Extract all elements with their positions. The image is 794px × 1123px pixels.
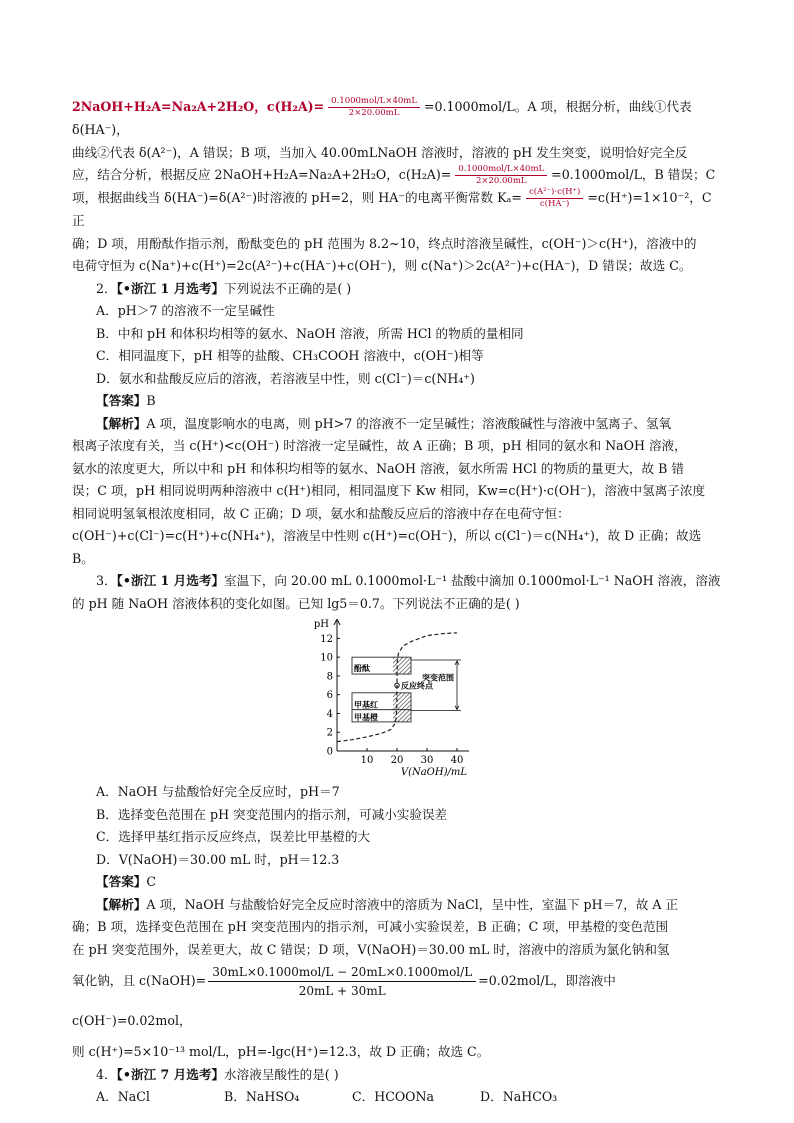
fraction: $\frac{\text{c(A²⁻)·c(H⁺)}}{c(HA^-)}$ <box>526 187 583 210</box>
answer-value: B <box>146 393 156 408</box>
option-c: C．选择甲基红指示反应终点，误差比甲基橙的大 <box>96 829 371 844</box>
analysis-line <box>72 96 727 142</box>
answer-value: C <box>146 874 157 889</box>
indicator-label: 酚酞 <box>353 663 370 674</box>
option-d: D．V(NaOH)＝30.00 mL 时，pH＝12.3 <box>96 851 340 867</box>
endpoint-label: 反应终点 <box>400 680 433 691</box>
y-tick-label: 4 <box>326 708 333 720</box>
option-d: D．氨水和盐酸反应后的溶液，若溶液呈中性，则 c(Cl⁻)＝c(NH₄⁺) <box>96 370 475 386</box>
option-a: A．NaOH 与盐酸恰好完全反应时，pH＝7 <box>96 784 340 799</box>
document-page <box>72 96 727 1109</box>
fraction: $\frac{\text{0.1000mol/L×40mL}}{2\times 20.00mL}$ <box>455 164 547 187</box>
formula-text: 2NaOH+H₂A=Na₂A+2H₂O，c(H₂A)= <box>72 99 325 114</box>
analysis-line: 【解析】A 项，温度影响水的电离，则 pH>7 的溶液不一定呈碱性；溶液酸碱性与溶液中氢离子、氢氧 <box>96 415 672 431</box>
option-b: B．NaHSO₄ <box>224 1089 300 1104</box>
analysis-line: 电荷守恒为 c(Na⁺)+c(H⁺)=2c(A²⁻)+c(HA⁻)+c(OH⁻)，则 c(Na⁺)＞2c(A²⁻)+c(HA⁻)，D 错误；故选 C。 <box>72 258 692 273</box>
x-tick-label: 30 <box>420 755 433 766</box>
indicator-label: 甲基红 <box>353 699 378 710</box>
y-tick-label: 10 <box>319 652 333 664</box>
analysis-line: 相同说明氢氧根浓度相同，故 C 正确；D 项，氨水和盐酸反应后的溶液中存在电荷守恒： <box>72 505 570 521</box>
analysis-line: 确；B 项，选择变色范围在 pH 突变范围内的指示剂，可减小实验误差，B 正确；C 项，甲基橙的变色范围 <box>72 919 669 934</box>
answer-line: 【答案】C <box>96 874 157 889</box>
question-3-stem-cont: 的 pH 随 NaOH 溶液体积的变化如图。已知 lg5＝0.7。下列说法不正确的是( ) <box>72 595 520 611</box>
question-4-options <box>72 1086 727 1109</box>
x-tick-label: 40 <box>450 755 463 766</box>
titration-curve <box>337 633 457 742</box>
source-tag: 【•浙江 1 月选考】 <box>116 280 225 296</box>
analysis-line: 氨水的浓度更大，所以中和 pH 和体积均相等的氨水、NaOH 溶液，氨水所需 HCl 的物质的量更大，故 B 错 <box>72 460 684 476</box>
jump-label: 突变范围 <box>421 672 454 683</box>
x-tick-label: 20 <box>390 755 403 766</box>
indicator-label: 甲基橙 <box>353 711 378 722</box>
band-phenolphthalein-hatch <box>393 657 411 674</box>
analysis-line: 氧化钠，且 c(NaOH)= $\frac{\text{30mL×0.1000mol/L − 20mL×0.1000mol/L}}{20mL + 30mL}$ =0.02mol/L，即溶液中 c(OH⁻)=0.02mol， <box>72 965 616 1028</box>
option-b: B．中和 pH 和体积均相等的氨水、NaOH 溶液，所需 HCl 的物质的量相同 <box>96 325 524 341</box>
titration-curve-figure <box>305 619 495 779</box>
analysis-line: 误；C 项，pH 相同说明两种溶液中 c(H⁺)相同，相同温度下 Kw 相同，Kw=c(H⁺)·c(OH⁻)，溶液中氢离子浓度 <box>72 483 706 498</box>
x-axis-label: V(NaOH)/mL <box>400 767 467 778</box>
option-a: A．pH＞7 的溶液不一定呈碱性 <box>96 303 275 318</box>
titration-chart <box>72 619 727 779</box>
y-tick-label: 8 <box>326 671 333 683</box>
option-b: B．选择变色范围在 pH 突变范围内的指示剂，可减小实验误差 <box>96 806 448 822</box>
option-c: C．HCOONa <box>352 1089 435 1104</box>
y-tick-label: 12 <box>319 633 333 645</box>
analysis-line: 项，根据曲线当 δ(HA⁻)=δ(A²⁻)时溶液的 pH=2，则 HA⁻的电离平衡常数 Kₐ= $\frac{\text{c(A²⁻)·c(H⁺)}}{c(HA^-)}$ =c(H⁺)=1×10⁻²，C 正 <box>72 187 712 228</box>
analysis-line: 应，结合分析，根据反应 2NaOH+H₂A=Na₂A+2H₂O，c(H₂A)= $\frac{\text{0.1000mol/L×40mL}}{2\times 20.00mL}$ =0.1000mol/L，B 错误；C <box>72 164 716 186</box>
y-tick-label: 6 <box>326 690 333 702</box>
answer-line: 【答案】B <box>96 393 156 408</box>
y-tick-label: 0 <box>326 746 333 758</box>
analysis-line: 在 pH 突变范围外，误差更大，故 C 错误；D 项，V(NaOH)＝30.00 mL 时，溶液中的溶质为氯化钠和氢 <box>72 941 670 957</box>
analysis-line: 曲线②代表 δ(A²⁻)，A 错误；B 项，当加入 40.00mLNaOH 溶液时，溶液的 pH 发生突变，说明恰好完全反 <box>72 144 688 160</box>
y-axis-label: pH <box>313 619 329 630</box>
y-tick-label: 2 <box>326 727 333 739</box>
analysis-line: 确；D 项，用酚酞作指示剂，酚酞变色的 pH 范围为 8.2~10，终点时溶液呈碱性，c(OH⁻)＞c(H⁺)，溶液中的 <box>72 235 697 251</box>
text: =0.1000mol/L。A 项，根据分析，曲线①代表 δ(HA⁻)， <box>72 99 692 137</box>
analysis-line: 【解析】A 项，NaOH 与盐酸恰好完全反应时溶液中的溶质为 NaCl，呈中性，室温下 pH＝7，故 A 正 <box>96 896 679 912</box>
option-c: C．相同温度下，pH 相等的盐酸、CH₃COOH 溶液中，c(OH⁻)相等 <box>96 348 484 363</box>
question-3-stem: 3．【•浙江 1 月选考】室温下，向 20.00 mL 0.1000mol·L⁻¹ 盐酸中滴加 0.1000mol·L⁻¹ NaOH 溶液，溶液 <box>96 573 721 588</box>
source-tag: 【•浙江 7 月选考】 <box>116 1066 225 1082</box>
fraction: $\frac{\text{0.1000mol/L×40mL}}{2\times 20.00mL}$ <box>328 96 420 119</box>
question-4-stem: 4．【•浙江 7 月选考】水溶液呈酸性的是( ) <box>96 1066 339 1082</box>
x-tick-label: 10 <box>360 755 373 766</box>
source-tag: 【•浙江 1 月选考】 <box>116 573 225 588</box>
analysis-line: 则 c(H⁺)=5×10⁻¹³ mol/L，pH=-lgc(H⁺)=12.3，故 D 正确；故选 C。 <box>72 1044 490 1059</box>
analysis-line: c(OH⁻)+c(Cl⁻)=c(H⁺)+c(NH₄⁺)，溶液呈中性则 c(H⁺)=c(OH⁻)，所以 c(Cl⁻)＝c(NH₄⁺)，故 D 正确；故选 B。 <box>72 528 702 566</box>
analysis-line: 根离子浓度有关，当 c(H⁺)<c(OH⁻) 时溶液一定呈碱性，故 A 正确；B 项，pH 相同的氨水和 NaOH 溶液， <box>72 438 687 453</box>
fraction: $\frac{\text{30mL×0.1000mol/L − 20mL×0.1000mol/L}}{20mL + 30mL}$ <box>208 963 476 1000</box>
option-d: D．NaHCO₃ <box>480 1089 558 1104</box>
question-2-stem: 2．【•浙江 1 月选考】下列说法不正确的是( ) <box>96 280 352 296</box>
option-a: A．NaCl <box>96 1089 150 1104</box>
